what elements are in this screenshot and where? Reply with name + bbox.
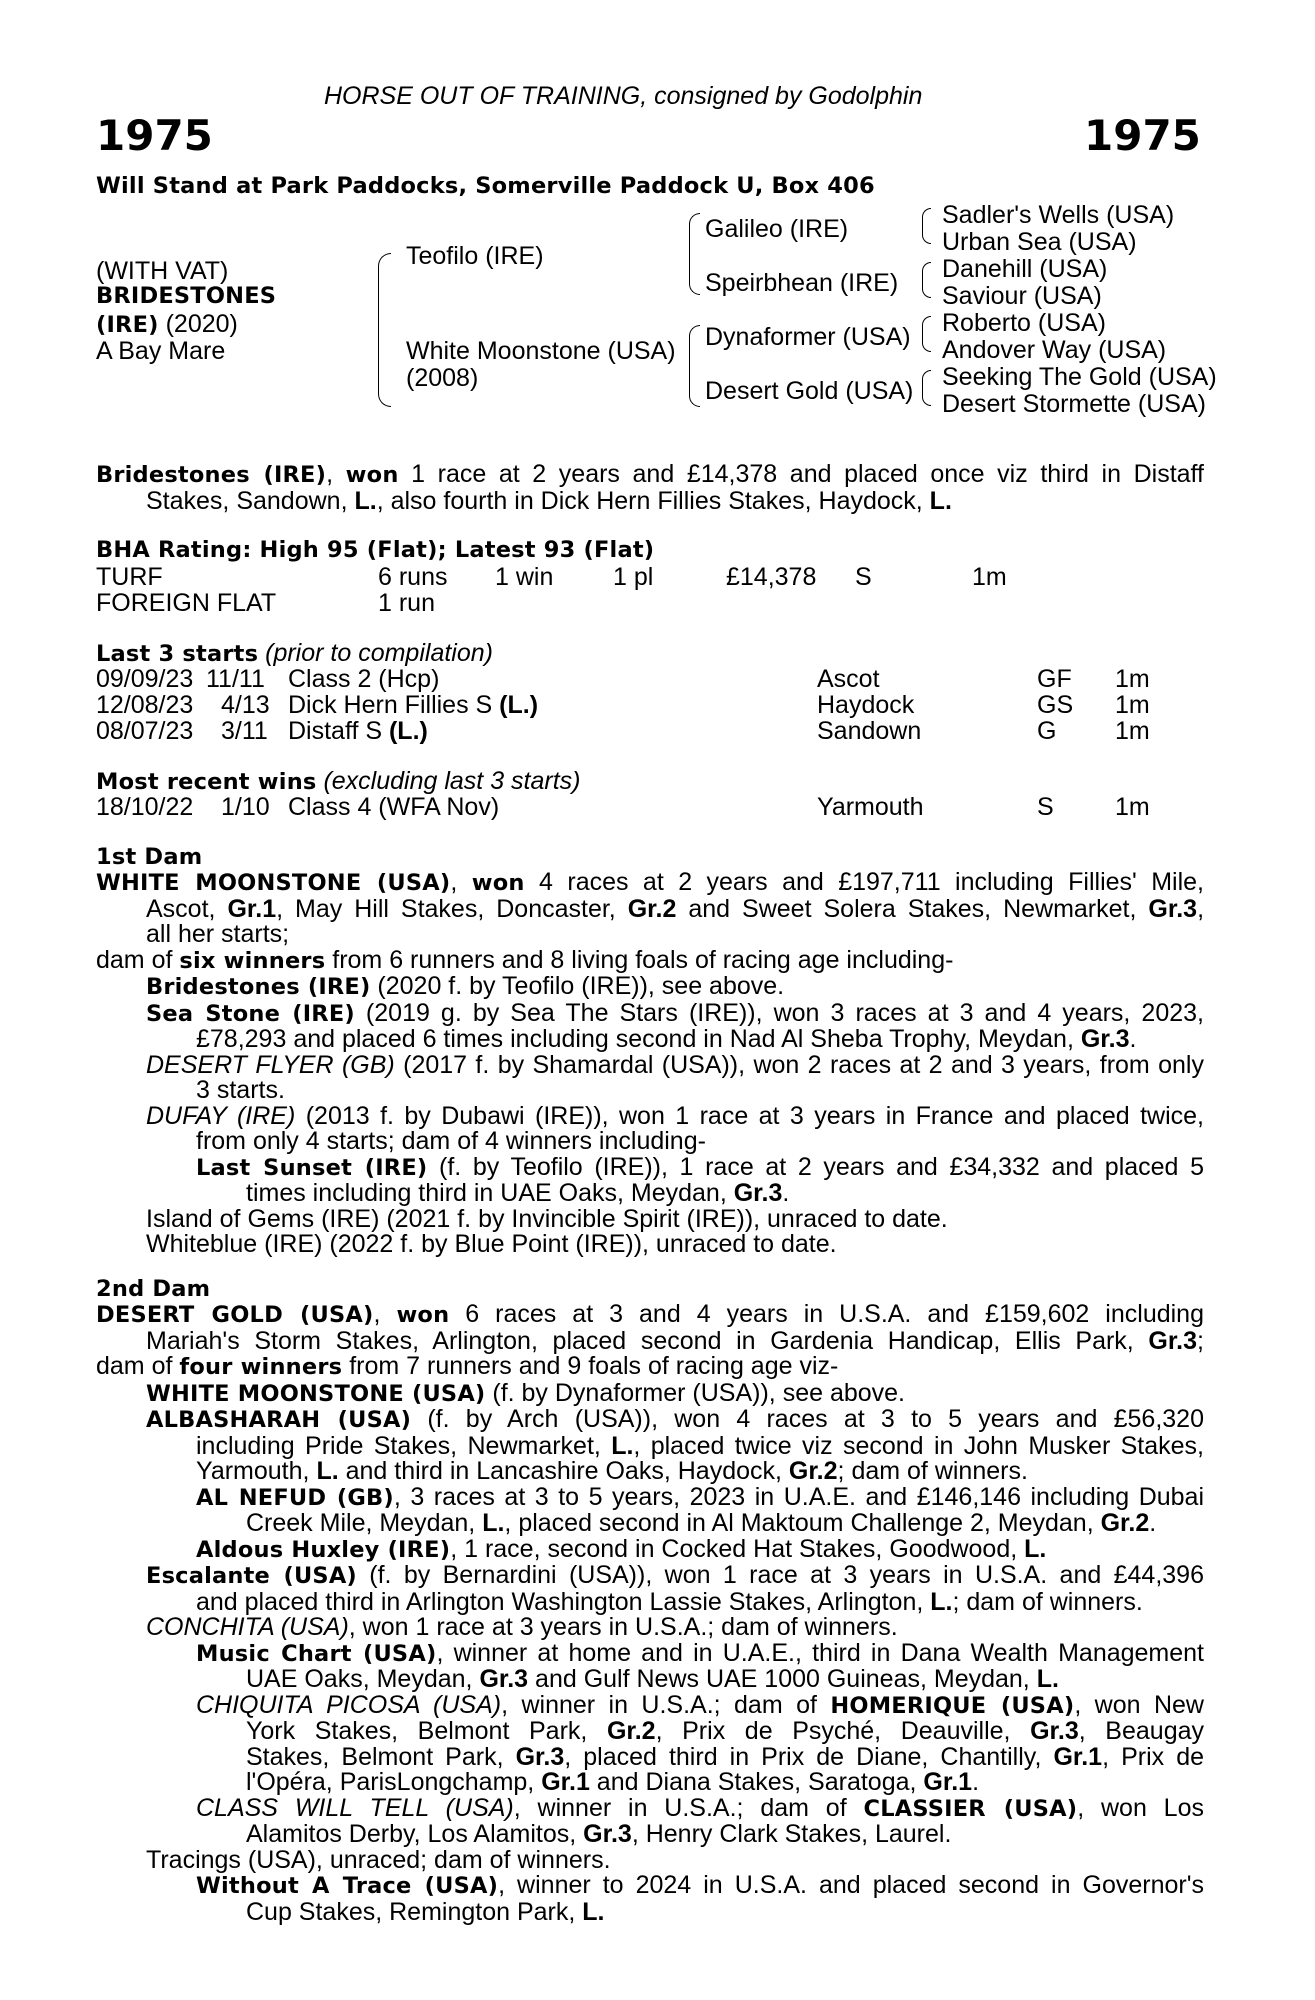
text-segment: 6 races at 3 and 4 years in U.S.A. and £159,602 including <box>449 1300 1204 1328</box>
text-segment: from only 4 starts; dam of 4 winners including- <box>196 1127 706 1155</box>
text-line <box>96 945 1204 975</box>
start-going: GS <box>1037 691 1074 719</box>
last-starts-title: Last 3 starts <box>96 641 259 667</box>
text-line <box>96 1302 1204 1329</box>
pedigree-sire: Teofilo (IRE) <box>406 242 544 270</box>
start-date: 12/08/23 <box>96 691 194 719</box>
bold-name: ALBASHARAH (USA) <box>146 1407 412 1433</box>
text-segment: ; dam of winners. <box>837 1457 1028 1485</box>
rating-going: S <box>855 563 872 591</box>
pedigree-brace-g3 <box>922 316 931 352</box>
text-line <box>96 1482 1205 1512</box>
text-segment: l'Opéra, ParisLongchamp, <box>246 1768 542 1796</box>
recent-wins-heading <box>96 767 581 796</box>
start-race <box>288 691 538 720</box>
win-course: Yarmouth <box>817 793 924 821</box>
text-line <box>96 974 1204 1001</box>
bold-name: four winners <box>179 1354 343 1380</box>
start-date: 09/09/23 <box>96 665 194 693</box>
text-segment: from 6 runners and 8 living foals of racing age including- <box>325 945 954 974</box>
italic-name: CHIQUITA PICOSA (USA) <box>196 1690 502 1719</box>
text-segment: Cup Stakes, Remington Park, <box>246 1897 583 1926</box>
text-segment: , winner in U.S.A.; dam of <box>513 1793 864 1822</box>
pedigree-brace-main <box>378 253 391 407</box>
text-line <box>96 1822 1204 1848</box>
text-line <box>96 922 1204 948</box>
text-segment: Alamitos Derby, Los Alamitos, <box>246 1820 584 1848</box>
pedigree-sire-sire: Galileo (IRE) <box>705 215 849 243</box>
summary-line <box>96 486 1204 515</box>
text-segment: , <box>450 868 472 896</box>
text-segment: including Pride Stakes, Newmarket, <box>196 1431 612 1460</box>
pedigree-g5: Roberto (USA) <box>942 309 1106 337</box>
pedigree-brace-g1 <box>922 208 931 244</box>
text-segment: , winner in U.S.A.; dam of <box>501 1690 831 1719</box>
text-segment: 3 starts. <box>196 1076 285 1104</box>
pedigree-g1: Sadler's Wells (USA) <box>942 201 1175 229</box>
text-segment: Gr.3 <box>733 1179 783 1207</box>
horse-name: BRIDESTONES <box>96 283 277 309</box>
text-segment: times including third in UAE Oaks, Meydan, <box>246 1179 734 1207</box>
text-segment: L. <box>582 1897 605 1926</box>
second-dam-body <box>96 1302 1204 1925</box>
text-segment: Gr.3 <box>1148 894 1198 923</box>
text-segment: , 3 races at 3 to 5 years, 2023 in U.A.E. and £146,146 including Dubai <box>393 1482 1205 1511</box>
text-segment: Yarmouth, <box>196 1457 317 1485</box>
bold-name: Escalante (USA) <box>146 1563 357 1589</box>
text-segment: , placed second in Al Maktoum Challenge 2, Meydan, <box>504 1509 1101 1537</box>
text-segment: . <box>1149 1509 1157 1537</box>
rating-type: FOREIGN FLAT <box>96 589 277 617</box>
pedigree-brace-g2 <box>922 262 931 298</box>
pedigree-brace-sire <box>689 213 700 295</box>
text-line <box>96 1793 1204 1823</box>
text-line <box>96 1378 1204 1408</box>
text-segment: Gr.3 <box>515 1742 565 1771</box>
text-line <box>96 1078 1204 1104</box>
text-segment: L. <box>611 1431 634 1460</box>
listed-marker: L. <box>929 486 952 515</box>
summary-won: won <box>345 462 399 488</box>
text-segment: Gr.1 <box>541 1768 590 1796</box>
bold-name: DESERT GOLD (USA) <box>96 1302 374 1328</box>
bold-name: six winners <box>179 947 326 974</box>
bold-name: Without A Trace (USA) <box>196 1873 499 1899</box>
text-segment: 4 races at 2 years and £197,711 including Fillies' Mile, <box>524 868 1204 896</box>
text-segment: Gr.2 <box>606 1717 656 1745</box>
pedigree-dam-sire: Dynaformer (USA) <box>705 323 911 351</box>
text-line <box>96 1459 1204 1485</box>
text-segment: (f. by Dynaformer (USA)), see above. <box>485 1378 906 1407</box>
text-segment: Gr.3 <box>479 1665 529 1693</box>
summary-name: Bridestones (IRE) <box>96 462 327 488</box>
text-segment: Gr.1 <box>227 894 277 923</box>
text-segment: Gr.2 <box>627 894 677 923</box>
bold-name: WHITE MOONSTONE (USA) <box>146 1380 486 1407</box>
text-segment: (f. by Bernardini (USA)), won 1 race at 3 years in U.S.A. and £44,396 <box>356 1561 1204 1589</box>
text-segment: £78,293 and placed 6 times including second in Nad Al Sheba Trophy, Meydan, <box>196 1025 1081 1053</box>
consignor-line: HORSE OUT OF TRAINING, consigned by Godolphin <box>324 82 923 110</box>
lot-number-left: 1975 <box>96 111 213 160</box>
pedigree-g7: Seeking The Gold (USA) <box>942 363 1217 391</box>
pedigree-g8: Desert Stormette (USA) <box>942 390 1206 418</box>
last-starts-heading <box>96 639 493 668</box>
italic-name: DUFAY (IRE) <box>146 1101 296 1130</box>
text-segment: and third in Lancashire Oaks, Haydock, <box>338 1457 789 1485</box>
text-segment: , winner to 2024 in U.S.A. and placed second in Governor's <box>498 1871 1205 1899</box>
text-segment: . <box>972 1768 980 1796</box>
text-segment: (2017 f. by Shamardal (USA)), won 2 races at 2 and 3 years, from only <box>394 1050 1204 1079</box>
win-date: 18/10/22 <box>96 793 194 821</box>
summary-text: 1 race at 2 years and £14,378 and placed once viz third in Distaff <box>411 460 1204 488</box>
lot-number-right: 1975 <box>1084 111 1201 160</box>
bold-name: AL NEFUD (GB) <box>196 1484 394 1511</box>
text-line <box>96 1742 1204 1771</box>
text-line <box>96 1667 1204 1693</box>
start-race <box>288 717 428 746</box>
text-segment: from 7 runners and 9 foals of racing age viz- <box>342 1352 839 1380</box>
start-course: Sandown <box>817 717 922 745</box>
text-line <box>96 1027 1204 1053</box>
pedigree-dam: White Moonstone (USA) <box>406 337 676 365</box>
text-line <box>96 1873 1204 1900</box>
win-race: Class 4 (WFA Nov) <box>288 793 500 821</box>
text-segment: . <box>782 1179 790 1207</box>
bold-name: CLASSIER (USA) <box>863 1795 1078 1822</box>
text-segment: (f. by Teofilo (IRE)), 1 race at 2 years and £34,332 and placed 5 <box>427 1152 1204 1181</box>
rating-type: TURF <box>96 563 163 591</box>
text-segment: , won 1 race at 3 years in U.S.A.; dam of winners. <box>348 1613 898 1641</box>
text-segment: , won Los <box>1077 1793 1204 1822</box>
text-line <box>96 1232 1204 1258</box>
horse-origin: (IRE) <box>96 312 159 338</box>
summary-line: Bridestones (IRE), won 1 race at 2 years and £14,378 and placed once viz third in Distaff <box>96 460 1204 488</box>
start-going: GF <box>1037 665 1072 693</box>
second-dam-heading: 2nd Dam <box>96 1276 211 1302</box>
text-segment: L. <box>1036 1665 1059 1693</box>
text-segment: Creek Mile, Meydan, <box>246 1509 483 1537</box>
rating-prize: £14,378 <box>726 563 817 591</box>
text-segment: , Beaugay <box>1078 1717 1205 1745</box>
summary-text: Stakes, Sandown, <box>146 486 355 515</box>
text-segment: , <box>373 1300 397 1328</box>
text-line <box>96 1407 1204 1434</box>
text-line <box>96 894 1205 923</box>
text-line <box>96 1431 1205 1460</box>
text-line <box>96 1101 1204 1130</box>
text-line <box>96 1563 1204 1590</box>
text-segment: Gr.1 <box>1053 1742 1103 1771</box>
win-position: 1/10 <box>221 793 270 821</box>
win-going: S <box>1037 793 1054 821</box>
text-line <box>96 1354 1204 1381</box>
text-line <box>96 1534 1204 1564</box>
text-segment: , won New <box>1074 1690 1204 1719</box>
bold-name: Aldous Huxley (IRE) <box>196 1536 451 1563</box>
text-segment: York Stakes, Belmont Park, <box>246 1717 607 1745</box>
text-segment: Tracings (USA), unraced; dam of winners. <box>146 1845 611 1874</box>
text-segment: (f. by Arch (USA)), won 4 races at 3 to 5 years and £56,320 <box>411 1405 1204 1433</box>
text-segment: , placed third in Prix de Diane, Chantilly, <box>564 1742 1054 1771</box>
vat-note: (WITH VAT) <box>96 257 229 285</box>
horse-description: A Bay Mare <box>96 337 226 365</box>
listed-marker: L. <box>354 486 377 515</box>
bold-name: Bridestones (IRE) <box>146 974 371 1000</box>
start-position: 4/13 <box>221 691 270 719</box>
bold-name: Music Chart (USA) <box>196 1640 437 1667</box>
text-segment: . <box>1129 1025 1137 1053</box>
start-distance: 1m <box>1115 717 1150 745</box>
text-segment: Gr.2 <box>788 1457 838 1485</box>
text-segment: Gr.3 <box>1030 1717 1079 1745</box>
start-course: Haydock <box>817 691 915 719</box>
rating-placed: 1 pl <box>613 563 654 591</box>
bold-name: WHITE MOONSTONE (USA) <box>96 870 451 896</box>
text-line <box>96 1770 1204 1796</box>
bold-name: won <box>396 1302 450 1328</box>
text-segment: dam of <box>96 1352 180 1380</box>
text-line <box>96 1326 1204 1355</box>
text-segment: Whiteblue (IRE) (2022 f. by Blue Point (IRE)), unraced to date. <box>146 1230 837 1258</box>
stand-location: Will Stand at Park Paddocks, Somerville Paddock U, Box 406 <box>96 173 875 199</box>
last-starts-note: (prior to compilation) <box>265 639 493 667</box>
first-dam-body <box>96 870 1204 1258</box>
text-segment: L. <box>930 1587 953 1616</box>
text-line <box>96 1719 1204 1745</box>
text-segment: Stakes, Belmont Park, <box>246 1742 516 1771</box>
text-segment: Island of Gems (IRE) (2021 f. by Invincible Spirit (IRE)), unraced to date. <box>146 1204 948 1233</box>
italic-name: CLASS WILL TELL (USA) <box>196 1793 514 1822</box>
race-name: Distaff S <box>288 717 389 745</box>
pedigree-g2: Urban Sea (USA) <box>942 228 1137 256</box>
bold-name: won <box>471 870 525 896</box>
text-segment: Gr.3 <box>583 1820 632 1848</box>
text-line <box>96 1897 1204 1926</box>
text-segment: , 1 race, second in Cocked Hat Stakes, Goodwood, <box>450 1534 1025 1563</box>
text-line <box>96 1129 1204 1155</box>
bold-name: Sea Stone (IRE) <box>146 1000 355 1027</box>
text-line <box>96 1204 1204 1233</box>
start-date: 08/07/23 <box>96 717 194 745</box>
race-grade: (L.) <box>499 691 539 719</box>
text-segment: L. <box>1024 1534 1047 1563</box>
horse-origin-year <box>96 310 238 339</box>
italic-name: CONCHITA (USA) <box>146 1613 349 1641</box>
rating-runs: 6 runs <box>378 563 448 591</box>
bold-name: Last Sunset (IRE) <box>196 1154 428 1181</box>
text-segment: L. <box>482 1509 505 1537</box>
text-segment: Gr.1 <box>923 1768 973 1796</box>
pedigree-dam-year: (2008) <box>406 364 479 392</box>
rating-distance: 1m <box>972 563 1007 591</box>
text-segment: , Henry Clark Stakes, Laurel. <box>631 1820 952 1848</box>
text-line <box>96 1587 1204 1616</box>
start-distance: 1m <box>1115 691 1150 719</box>
text-segment: , <box>1197 894 1205 923</box>
text-segment: , May Hill Stakes, Doncaster, <box>276 894 628 923</box>
pedigree-brace-dam <box>689 325 700 407</box>
text-segment: L. <box>316 1457 339 1485</box>
text-line <box>96 998 1204 1028</box>
pedigree-g4: Saviour (USA) <box>942 282 1102 310</box>
text-segment: ; <box>1197 1326 1204 1355</box>
text-line <box>96 1152 1204 1182</box>
text-segment: (2020 f. by Teofilo (IRE)), see above. <box>370 972 785 1000</box>
summary-text: , also fourth in Dick Hern Fillies Stakes, Haydock, <box>376 486 930 515</box>
recent-wins-note: (excluding last 3 starts) <box>323 767 581 795</box>
text-line <box>96 870 1204 897</box>
text-line <box>96 1615 1204 1641</box>
text-line <box>96 1845 1204 1874</box>
text-segment: Gr.3 <box>1148 1326 1198 1355</box>
text-line <box>96 1638 1205 1668</box>
text-segment: and Diana Stakes, Saratoga, <box>589 1768 924 1796</box>
race-grade: (L.) <box>388 717 428 745</box>
start-distance: 1m <box>1115 665 1150 693</box>
text-line <box>96 1690 1204 1720</box>
pedigree-g6: Andover Way (USA) <box>942 336 1167 364</box>
race-name: Dick Hern Fillies S <box>288 691 500 719</box>
text-segment: (2013 f. by Dubawi (IRE)), won 1 race at 3 years in France and placed twice, <box>295 1101 1204 1130</box>
start-race <box>288 665 439 694</box>
horse-year: (2020) <box>165 310 238 338</box>
text-segment: Ascot, <box>146 894 228 923</box>
text-segment: Gr.2 <box>1100 1509 1150 1537</box>
text-line <box>96 1050 1204 1079</box>
text-line <box>96 1511 1204 1537</box>
start-going: G <box>1037 717 1057 745</box>
text-segment: , Prix de Psyché, Deauville, <box>655 1717 1031 1745</box>
first-dam-heading: 1st Dam <box>96 844 203 870</box>
text-segment: and Gulf News UAE 1000 Guineas, Meydan, <box>528 1665 1037 1693</box>
pedigree-brace-g4 <box>922 370 931 406</box>
win-distance: 1m <box>1115 793 1150 821</box>
rating-wins: 1 win <box>495 563 554 591</box>
start-course: Ascot <box>817 665 880 693</box>
pedigree-g3: Danehill (USA) <box>942 255 1108 283</box>
text-segment: , placed twice viz second in John Musker Stakes, <box>633 1431 1205 1460</box>
rating-heading: BHA Rating: High 95 (Flat); Latest 93 (Flat) <box>96 537 655 563</box>
race-name: Class 2 (Hcp) <box>288 665 440 693</box>
race-summary <box>96 462 1204 514</box>
text-segment: (2019 g. by Sea The Stars (IRE)), won 3 races at 3 and 4 years, 2023, <box>354 998 1204 1027</box>
bold-name: HOMERIQUE (USA) <box>830 1692 1075 1719</box>
text-segment: , Prix de <box>1102 1742 1204 1771</box>
text-segment: UAE Oaks, Meydan, <box>246 1665 480 1693</box>
text-segment: Mariah's Storm Stakes, Arlington, placed second in Gardenia Handicap, Ellis Park, <box>146 1326 1149 1355</box>
text-segment: and Sweet Solera Stakes, Newmarket, <box>676 894 1149 923</box>
text-segment: , winner at home and in U.A.E., third in Dana Wealth Management <box>436 1638 1205 1667</box>
text-segment: all her starts; <box>146 920 290 948</box>
pedigree-sire-dam: Speirbhean (IRE) <box>705 269 899 297</box>
text-line <box>96 1181 1204 1207</box>
italic-name: DESERT FLYER (GB) <box>146 1050 395 1079</box>
text-segment: and placed third in Arlington Washington Lassie Stakes, Arlington, <box>196 1587 931 1616</box>
text-segment: ; dam of winners. <box>952 1587 1143 1616</box>
rating-runs: 1 run <box>378 589 435 617</box>
recent-wins-title: Most recent wins <box>96 769 317 795</box>
text-segment: dam of <box>96 945 180 974</box>
text-segment: Gr.3 <box>1080 1025 1130 1053</box>
start-position: 11/11 <box>206 665 265 693</box>
pedigree-dam-dam: Desert Gold (USA) <box>705 377 914 405</box>
start-position: 3/11 <box>221 717 268 745</box>
